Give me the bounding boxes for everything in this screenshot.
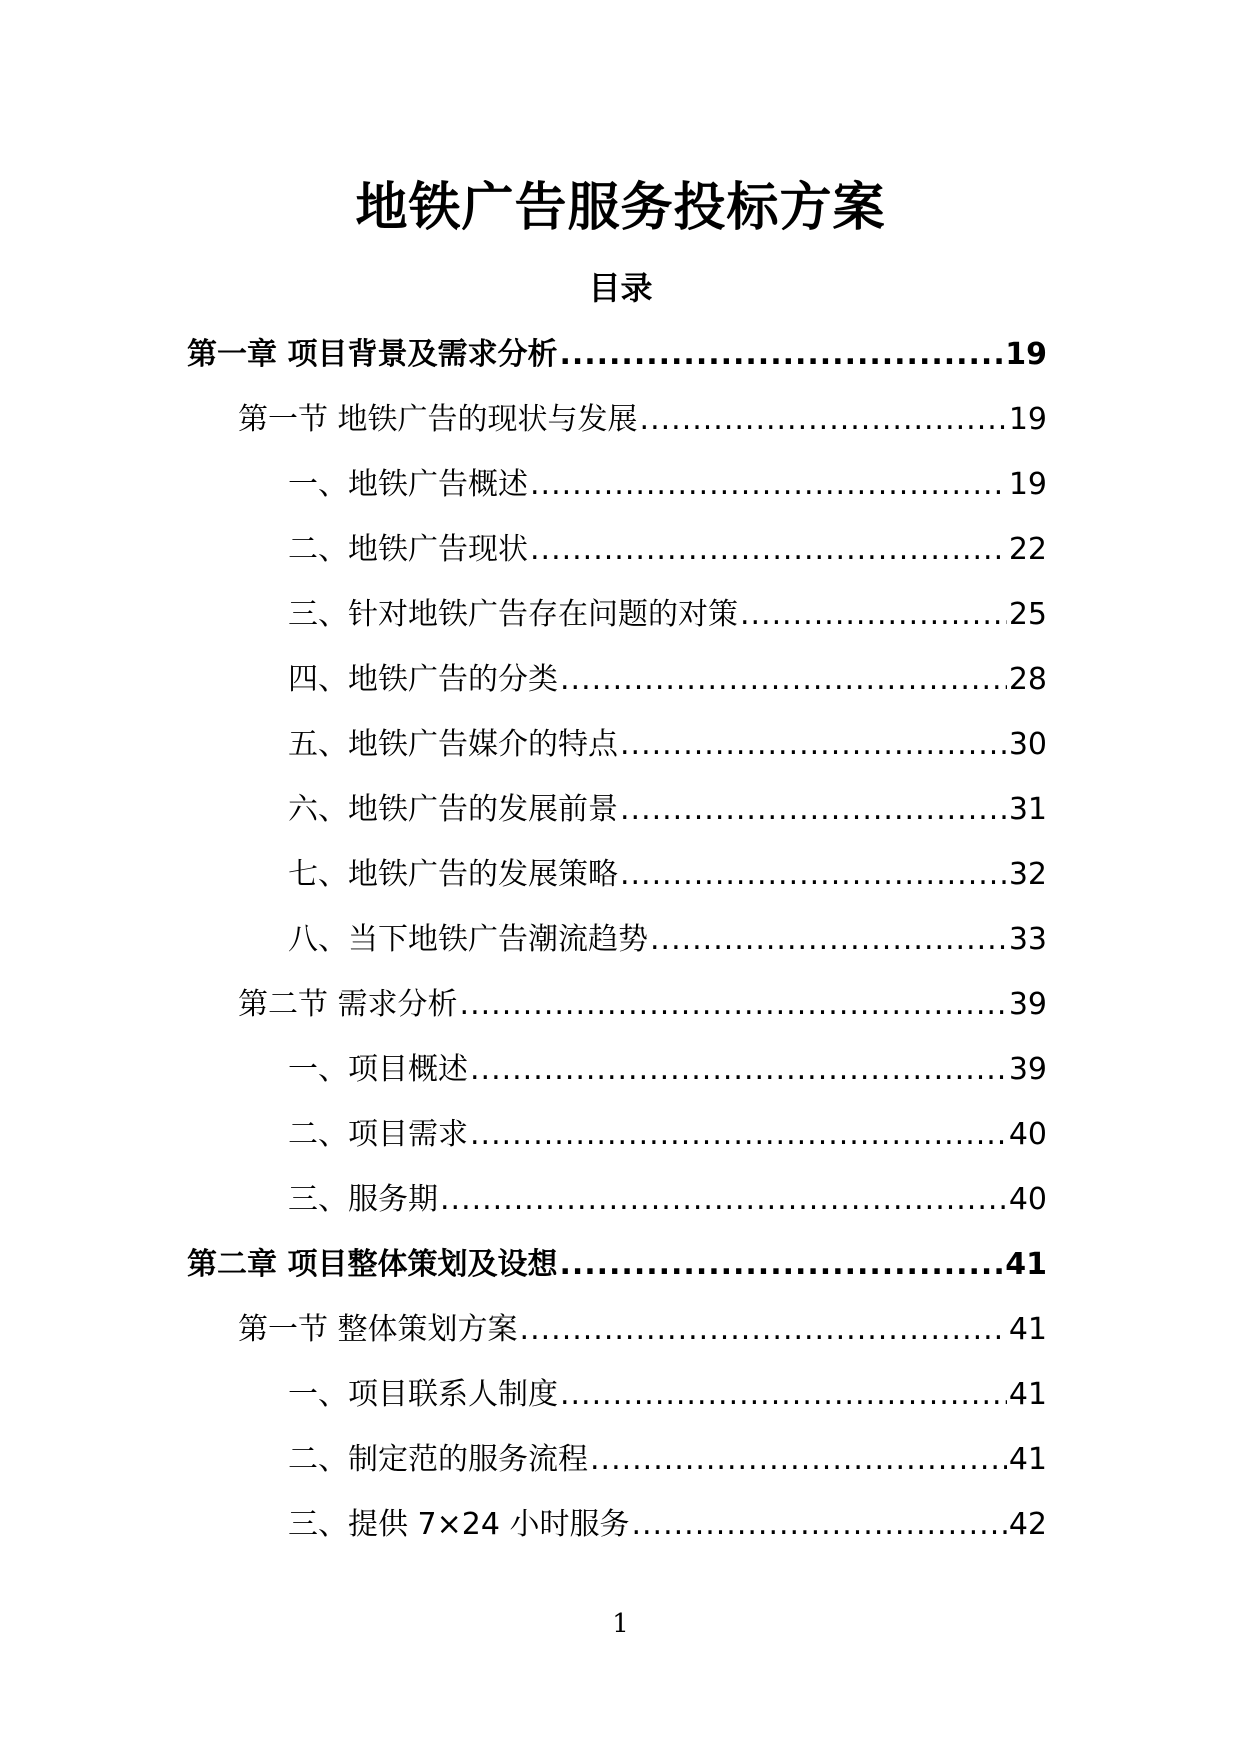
toc-dot-leader xyxy=(740,582,1007,647)
toc-dot-leader xyxy=(470,1102,1007,1167)
page-number: 1 xyxy=(612,1609,629,1639)
toc-entry-label: 五、地铁广告媒介的特点 xyxy=(288,727,618,762)
toc-chapter-entry[interactable] xyxy=(0,1232,1047,1297)
toc-entry-page: 28 xyxy=(1008,662,1047,697)
toc-entry-page: 30 xyxy=(1008,727,1047,762)
toc-subsection-entry[interactable] xyxy=(0,1037,1047,1102)
toc-entry-label: 第一章 项目背景及需求分析 xyxy=(187,337,558,372)
toc-entry-page: 41 xyxy=(1008,1312,1047,1347)
toc-section-entry[interactable] xyxy=(0,387,1047,452)
toc-dot-leader xyxy=(440,1167,1007,1232)
toc-dot-leader xyxy=(620,842,1007,907)
toc-entry-label: 第一节 地铁广告的现状与发展 xyxy=(238,402,638,437)
toc-entry-page: 22 xyxy=(1008,532,1047,567)
toc-entry-label: 第二章 项目整体策划及设想 xyxy=(187,1247,558,1282)
toc-subsection-entry[interactable] xyxy=(0,1362,1047,1427)
toc-entry-label: 七、地铁广告的发展策略 xyxy=(288,857,618,892)
toc-entry-page: 31 xyxy=(1008,792,1047,827)
toc-entry-page: 41 xyxy=(1008,1377,1047,1412)
toc-section-entry[interactable] xyxy=(0,972,1047,1037)
toc-subsection-entry[interactable] xyxy=(0,907,1047,972)
toc-dot-leader xyxy=(560,1362,1007,1427)
toc-subsection-entry[interactable] xyxy=(0,1102,1047,1167)
toc-entry-label: 第二节 需求分析 xyxy=(238,987,458,1022)
toc-entry-page: 19 xyxy=(1005,337,1047,372)
toc-dot-leader xyxy=(559,1232,1003,1297)
toc-entry-label: 二、项目需求 xyxy=(288,1117,468,1152)
toc-section-entry[interactable] xyxy=(0,1297,1047,1362)
toc-dot-leader xyxy=(631,1492,1006,1557)
toc-entry-page: 40 xyxy=(1008,1182,1047,1217)
toc-dot-leader xyxy=(530,452,1007,517)
toc-entry-page: 41 xyxy=(1008,1442,1047,1477)
toc-subsection-entry[interactable] xyxy=(0,517,1047,582)
toc-chapter-entry[interactable] xyxy=(0,322,1047,387)
toc-entry-page: 19 xyxy=(1008,467,1047,502)
document-title: 地铁广告服务投标方案 xyxy=(355,178,886,238)
toc-dot-leader xyxy=(530,517,1007,582)
toc-entry-page: 40 xyxy=(1008,1117,1047,1152)
toc-entry-page: 41 xyxy=(1005,1247,1047,1282)
toc-dot-leader xyxy=(620,777,1007,842)
toc-subsection-entry[interactable] xyxy=(0,777,1047,842)
toc-dot-leader xyxy=(460,972,1007,1037)
toc-subsection-entry[interactable] xyxy=(0,712,1047,777)
toc-entry-label: 一、地铁广告概述 xyxy=(288,467,528,502)
toc-entry-label: 二、地铁广告现状 xyxy=(288,532,528,567)
toc-dot-leader xyxy=(559,322,1003,387)
toc-entry-page: 39 xyxy=(1008,987,1047,1022)
toc-entry-label: 二、制定范的服务流程 xyxy=(288,1442,588,1477)
toc-dot-leader xyxy=(470,1037,1007,1102)
toc-entry-label: 三、提供 7×24 小时服务 xyxy=(288,1507,630,1542)
toc-dot-leader xyxy=(650,907,1007,972)
toc-entry-label: 四、地铁广告的分类 xyxy=(288,662,558,697)
toc-entry-page: 19 xyxy=(1008,402,1047,437)
table-of-contents xyxy=(0,322,1241,1557)
toc-entry-label: 一、项目联系人制度 xyxy=(288,1377,558,1412)
toc-entry-label: 三、服务期 xyxy=(288,1182,438,1217)
toc-dot-leader xyxy=(590,1427,1007,1492)
toc-subsection-entry[interactable] xyxy=(0,1492,1047,1557)
toc-subsection-entry[interactable] xyxy=(0,1167,1047,1232)
toc-subsection-entry[interactable] xyxy=(0,842,1047,907)
toc-entry-label: 六、地铁广告的发展前景 xyxy=(288,792,618,827)
toc-entry-label: 第一节 整体策划方案 xyxy=(238,1312,518,1347)
toc-entry-label: 一、项目概述 xyxy=(288,1052,468,1087)
toc-subsection-entry[interactable] xyxy=(0,647,1047,712)
toc-entry-label: 三、针对地铁广告存在问题的对策 xyxy=(288,597,738,632)
toc-subsection-entry[interactable] xyxy=(0,452,1047,517)
toc-entry-page: 39 xyxy=(1008,1052,1047,1087)
toc-subsection-entry[interactable] xyxy=(0,1427,1047,1492)
toc-entry-page: 42 xyxy=(1008,1507,1047,1542)
toc-dot-leader xyxy=(640,387,1007,452)
toc-dot-leader xyxy=(560,647,1007,712)
toc-entry-page: 25 xyxy=(1008,597,1047,632)
toc-entry-label: 八、当下地铁广告潮流趋势 xyxy=(288,922,648,957)
toc-entry-page: 32 xyxy=(1008,857,1047,892)
toc-subsection-entry[interactable] xyxy=(0,582,1047,647)
toc-dot-leader xyxy=(620,712,1007,777)
toc-dot-leader xyxy=(520,1297,1007,1362)
toc-heading: 目录 xyxy=(588,269,653,307)
toc-entry-page: 33 xyxy=(1008,922,1047,957)
